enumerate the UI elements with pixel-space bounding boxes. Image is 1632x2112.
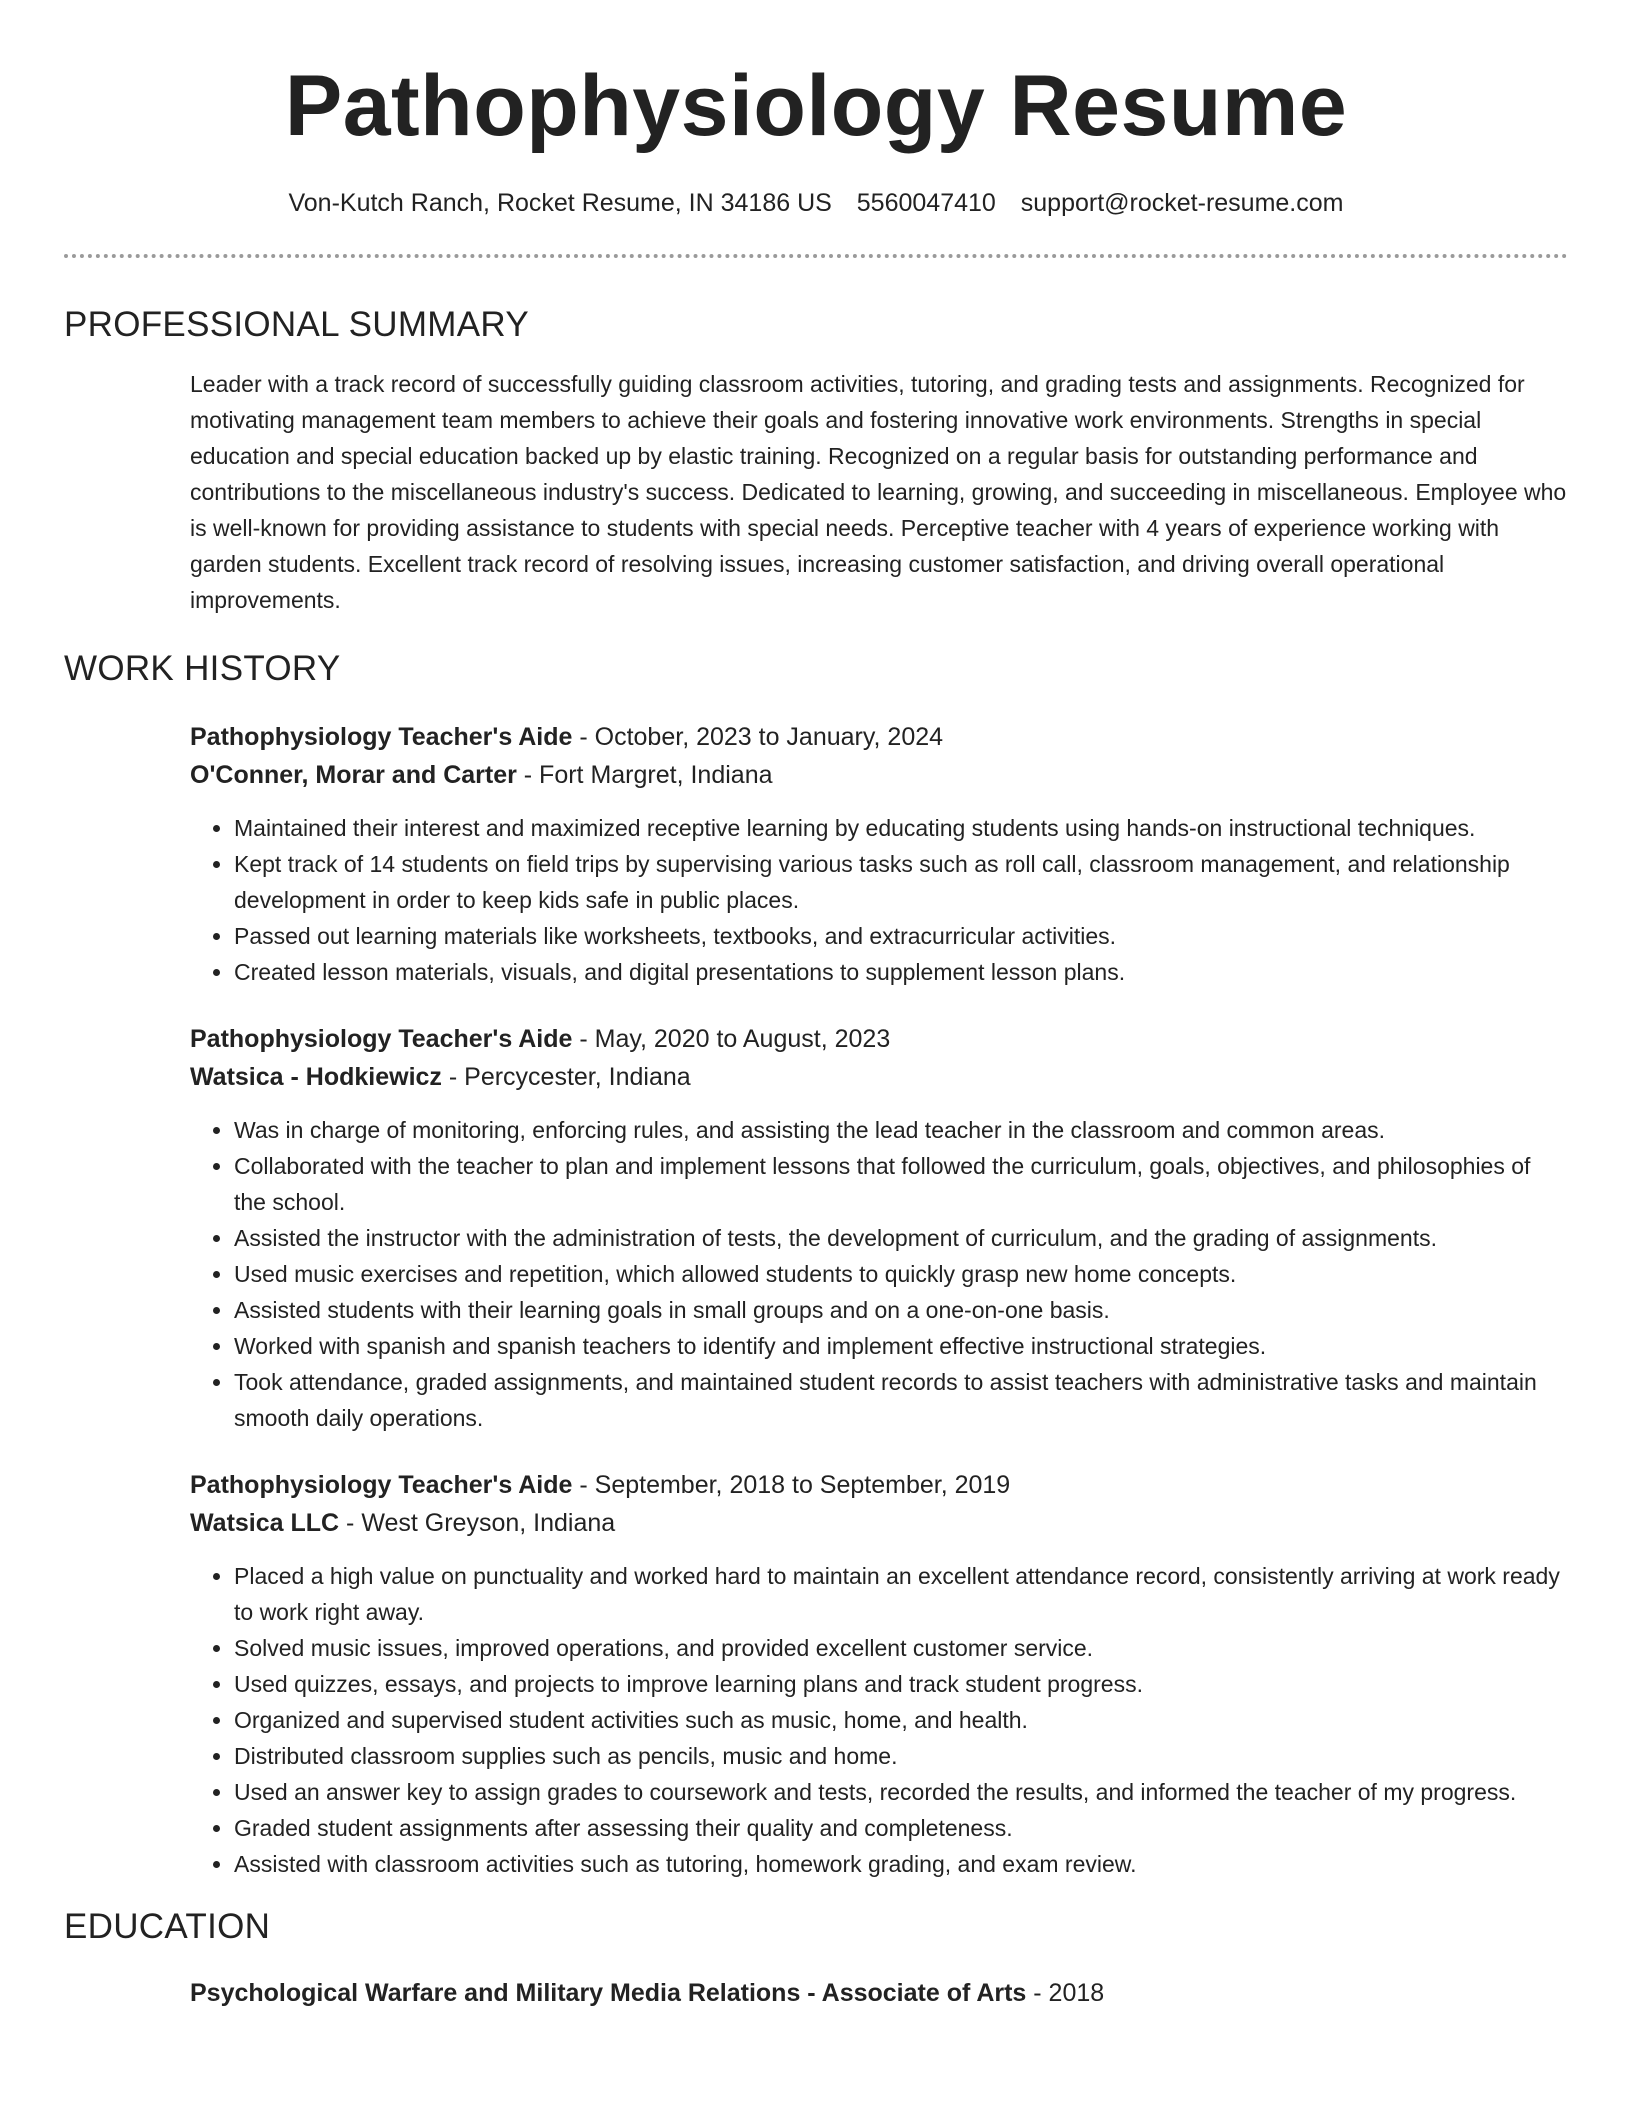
resume-page: [64, 0, 1568, 2012]
education-entry: [190, 1974, 1568, 2012]
contact-email: support@rocket-resume.com: [1020, 189, 1344, 217]
job-bullet: • Assisted students with their learning goals in small groups and on a one-on-one basis.: [234, 1292, 1568, 1328]
job-bullet: • Solved music issues, improved operations, and provided excellent customer service.: [234, 1630, 1568, 1666]
job-bullet: • Placed a high value on punctuality and worked hard to maintain an excellent attendance record, consistently arriving at work ready to work right away.: [234, 1558, 1568, 1630]
job-bullet: • Took attendance, graded assignments, and maintained student records to assist teachers with administrative tasks and maintain smooth daily operations.: [234, 1364, 1568, 1436]
summary-heading: PROFESSIONAL SUMMARY: [64, 305, 529, 344]
contact-phone: 5560047410: [856, 189, 996, 217]
job-title: Pathophysiology Teacher's Aide: [190, 1471, 573, 1499]
job-bullet: • Collaborated with the teacher to plan and implement lessons that followed the curriculum, goals, objectives, and philosophies of the school.: [234, 1148, 1568, 1220]
job-bullet: • Was in charge of monitoring, enforcing rules, and assisting the lead teacher in the classroom and common areas.: [234, 1112, 1568, 1148]
job-entry: [190, 718, 1568, 990]
job-bullet: • Used an answer key to assign grades to coursework and tests, recorded the results, and informed the teacher of my progress.: [234, 1774, 1568, 1810]
job-bullet: • Used music exercises and repetition, which allowed students to quickly grasp new home concepts.: [234, 1256, 1568, 1292]
job-bullet: • Assisted the instructor with the administration of tests, the development of curriculum, and the grading of assignments.: [234, 1220, 1568, 1256]
contact-info: [64, 186, 1568, 220]
summary-text: Leader with a track record of successfully guiding classroom activities, tutoring, and grading tests and assignments. Recognized for motivating management team members to achieve their goals and fostering innovative work environments. Strengths in special education and special education backed up by elastic training. Recognized on a regular basis for outstanding performance and contributions to the miscellaneous industry's success. Dedicated to learning, growing, and succeeding in miscellaneous. Employee who is well-known for providing assistance to students with special needs. Perceptive teacher with 4 years of experience working with garden students. Excellent track record of resolving issues, increasing customer satisfaction, and driving overall operational improvements.: [190, 371, 1567, 613]
job-company: Watsica - Hodkiewicz: [190, 1063, 442, 1091]
education-heading: EDUCATION: [64, 1907, 271, 1946]
job-bullet: • Assisted with classroom activities such as tutoring, homework grading, and exam review.: [234, 1846, 1568, 1882]
job-title-line: [190, 718, 1568, 756]
job-bullets: [190, 810, 1568, 990]
work-history-heading: WORK HISTORY: [64, 649, 341, 688]
job-bullets: [190, 1558, 1568, 1882]
job-dates: - September, 2018 to September, 2019: [572, 1471, 1011, 1499]
education-degree: Psychological Warfare and Military Media Relations - Associate of Arts: [190, 1979, 1027, 2007]
job-company: Watsica LLC: [190, 1509, 340, 1537]
job-bullet: • Passed out learning materials like worksheets, textbooks, and extracurricular activities.: [234, 918, 1568, 954]
job-bullet: • Organized and supervised student activities such as music, home, and health.: [234, 1702, 1568, 1738]
job-entry: [190, 1020, 1568, 1436]
job-company-line: [190, 1058, 1568, 1096]
job-bullet: • Created lesson materials, visuals, and digital presentations to supplement lesson plans.: [234, 954, 1568, 990]
job-bullet: • Kept track of 14 students on field trips by supervising various tasks such as roll call, classroom management, and relationship development in order to keep kids safe in public places.: [234, 846, 1568, 918]
job-bullet: • Distributed classroom supplies such as pencils, music and home.: [234, 1738, 1568, 1774]
job-location: - Percycester, Indiana: [441, 1063, 691, 1091]
job-title-line: [190, 1020, 1568, 1058]
header-divider: [64, 254, 1568, 258]
job-bullet: • Graded student assignments after assessing their quality and completeness.: [234, 1810, 1568, 1846]
education-year: - 2018: [1026, 1979, 1105, 2007]
education-degree-line: [190, 1974, 1568, 2012]
job-bullet: • Maintained their interest and maximized receptive learning by educating students using hands-on instructional techniques.: [234, 810, 1568, 846]
job-location: - Fort Margret, Indiana: [516, 761, 773, 789]
job-company: O'Conner, Morar and Carter: [190, 761, 517, 789]
job-title: Pathophysiology Teacher's Aide: [190, 1025, 573, 1053]
job-bullet: • Worked with spanish and spanish teachers to identify and implement effective instructional strategies.: [234, 1328, 1568, 1364]
job-bullets: [190, 1112, 1568, 1436]
job-company-line: [190, 756, 1568, 794]
job-entry: [190, 1466, 1568, 1882]
summary-section: [190, 366, 1568, 618]
job-bullet: • Used quizzes, essays, and projects to improve learning plans and track student progress.: [234, 1666, 1568, 1702]
contact-address: Von-Kutch Ranch, Rocket Resume, IN 34186 US: [288, 189, 832, 217]
job-title-line: [190, 1466, 1568, 1504]
job-title: Pathophysiology Teacher's Aide: [190, 723, 573, 751]
resume-title: Pathophysiology Resume: [284, 58, 1348, 154]
job-dates: - May, 2020 to August, 2023: [572, 1025, 891, 1053]
job-dates: - October, 2023 to January, 2024: [572, 723, 944, 751]
job-location: - West Greyson, Indiana: [339, 1509, 616, 1537]
job-company-line: [190, 1504, 1568, 1542]
